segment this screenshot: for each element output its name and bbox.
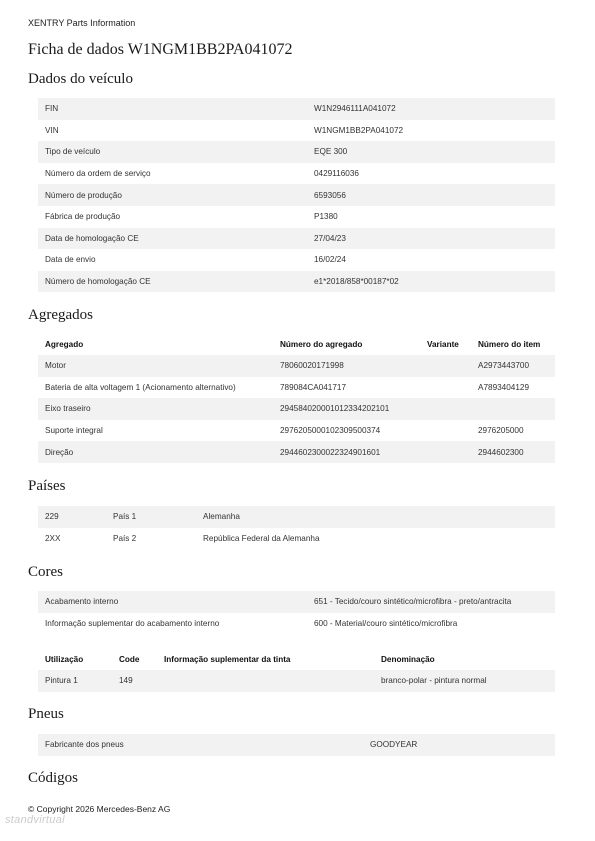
copyright-footer: © Copyright 2026 Mercedes-Benz AG	[28, 804, 171, 814]
table-cell-code: 149	[112, 670, 157, 692]
table-row	[38, 613, 555, 635]
table-row	[38, 141, 555, 163]
column-header: Utilização	[45, 655, 84, 664]
watermark-logo: standvirtual	[5, 814, 65, 826]
table-header-row	[38, 649, 555, 670]
table-cell-number: 789084CA041717	[280, 382, 347, 392]
table-cell-name: branco-polar - pintura normal	[374, 670, 555, 692]
section-title-codes: Códigos	[28, 770, 79, 786]
table-cell-agg: Bateria de alta voltagem 1 (Acionamento alternativo)	[45, 382, 236, 392]
column-header: Número do item	[478, 340, 541, 349]
table-cell-label: Número de homologação CE	[38, 271, 307, 293]
table-cell-value: e1*2018/858*00187*02	[307, 271, 555, 293]
table-cell-use: Pintura 1	[38, 670, 112, 692]
table-cell-name: Alemanha	[196, 506, 555, 528]
table-cell-item: A7893404129	[478, 382, 529, 392]
table-header-row	[38, 334, 555, 355]
table-cell-item: 2976205000	[478, 426, 524, 436]
table-cell-label: Tipo de veículo	[38, 141, 307, 163]
table-cell-number: 78060020171998	[273, 355, 420, 377]
table-cell-number: 2976205000102309500374	[280, 426, 381, 436]
table-row	[38, 734, 555, 756]
column-header: Número do agregado	[280, 340, 363, 349]
table-cell-value: GOODYEAR	[363, 734, 555, 756]
table-row	[38, 377, 555, 399]
aggregates-table	[38, 334, 555, 463]
column-header: Informação suplementar da tinta	[164, 655, 291, 664]
section-title-tires: Pneus	[28, 706, 64, 722]
interior-table	[38, 591, 555, 634]
table-cell-name: República Federal da Alemanha	[203, 533, 320, 543]
table-cell-label: Data de homologação CE	[38, 228, 307, 250]
table-cell-code: 2XX	[45, 533, 61, 543]
table-cell-value: W1NGM1BB2PA041072	[314, 125, 404, 135]
table-row	[38, 398, 555, 420]
table-cell-suppl	[157, 670, 374, 692]
table-row	[38, 420, 555, 442]
table-cell-value: EQE 300	[307, 141, 555, 163]
column-header: Denominação	[381, 655, 435, 664]
table-row	[38, 206, 555, 228]
paint-table	[38, 649, 555, 692]
table-cell-value: 27/04/23	[307, 228, 555, 250]
table-cell-label: Data de envio	[45, 255, 96, 265]
table-cell-label: FIN	[38, 98, 307, 120]
table-cell-label: Número de produção	[38, 184, 307, 206]
table-cell-label: Informação suplementar do acabamento interno	[45, 618, 220, 628]
document-title: Ficha de dados W1NGM1BB2PA041072	[28, 41, 293, 58]
table-cell-item	[471, 398, 555, 420]
table-cell-label: VIN	[45, 125, 59, 135]
vehicle-table	[38, 98, 555, 292]
table-row	[38, 228, 555, 250]
table-row	[38, 670, 555, 692]
table-cell-label: Fabricante dos pneus	[38, 734, 363, 756]
table-cell-item: 2944602300	[471, 441, 555, 463]
table-row	[38, 591, 555, 613]
table-cell-value: 16/02/24	[314, 255, 346, 265]
table-cell-agg: Motor	[38, 355, 273, 377]
table-cell-value: P1380	[314, 212, 338, 222]
table-row	[38, 528, 555, 550]
table-cell-value: 0429116036	[314, 169, 359, 179]
table-cell-code: 229	[38, 506, 106, 528]
tires-table	[38, 734, 555, 756]
table-cell-number: 2944602300022324901601	[273, 441, 420, 463]
table-cell-type: País 2	[113, 533, 137, 543]
brand-label: XENTRY Parts Information	[28, 18, 136, 28]
table-cell-value: 651 - Tecido/couro sintético/microfibra - preto/antracita	[307, 591, 555, 613]
table-cell-variant	[420, 398, 471, 420]
table-row	[38, 120, 555, 142]
table-row	[38, 271, 555, 293]
table-cell-value: 6593056	[307, 184, 555, 206]
table-row	[38, 441, 555, 463]
section-title-vehicle: Dados do veículo	[28, 71, 133, 87]
table-cell-variant	[420, 355, 471, 377]
table-row	[38, 355, 555, 377]
column-header: Variante	[427, 340, 459, 349]
table-row	[38, 184, 555, 206]
table-cell-value: W1N2946111A041072	[307, 98, 555, 120]
section-title-aggregates: Agregados	[28, 307, 93, 323]
table-cell-number: 294584020001012334202101	[273, 398, 420, 420]
table-cell-label: Fábrica de produção	[45, 212, 121, 222]
table-cell-variant	[420, 441, 471, 463]
table-row	[38, 163, 555, 185]
column-header: Code	[119, 655, 140, 664]
table-cell-type: País 1	[106, 506, 196, 528]
table-cell-variant	[420, 377, 471, 399]
table-row	[38, 98, 555, 120]
table-cell-agg: Direção	[38, 441, 273, 463]
table-cell-agg: Suporte integral	[45, 426, 103, 436]
table-cell-label: Acabamento interno	[38, 591, 307, 613]
table-cell-variant	[420, 420, 471, 442]
table-cell-item: A2973443700	[471, 355, 555, 377]
table-cell-value: 600 - Material/couro sintético/microfibra	[314, 618, 458, 628]
section-title-colors: Cores	[28, 564, 63, 580]
section-title-countries: Países	[28, 478, 66, 494]
table-cell-agg: Eixo traseiro	[38, 398, 273, 420]
table-cell-label: Número da ordem de serviço	[45, 169, 151, 179]
column-header: Agregado	[45, 340, 84, 349]
table-row	[38, 249, 555, 271]
countries-table	[38, 506, 555, 549]
table-row	[38, 506, 555, 528]
